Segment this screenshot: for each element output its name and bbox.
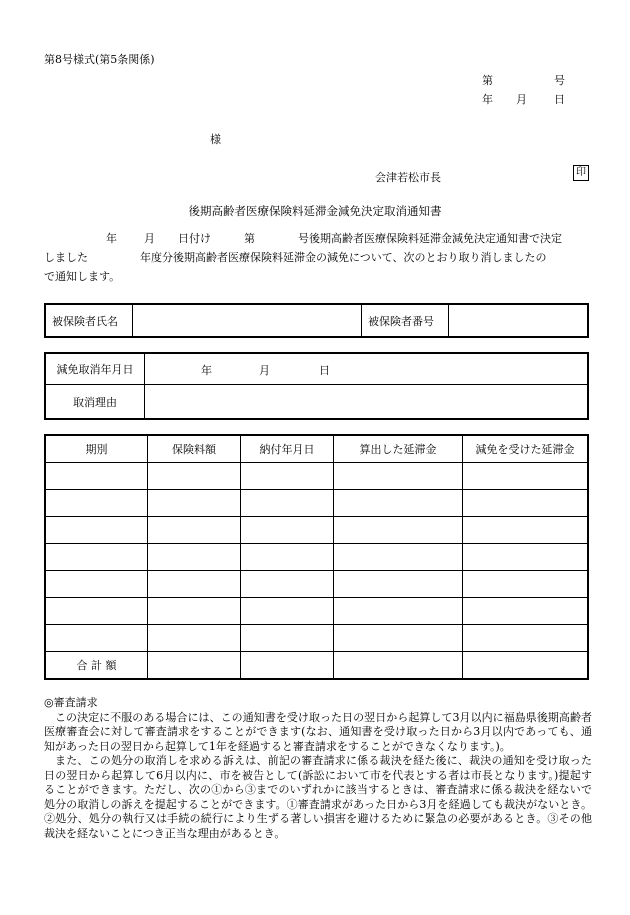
body-line1-rest: 号後期高齢者医療保険料延滞金減免決定通知書で決定 (298, 232, 562, 245)
appeal-section (44, 696, 592, 841)
cancel-reason-field[interactable] (145, 385, 589, 420)
appeal-paragraph-2: また、この処分の取消しを求める訴えは、前記の審査請求に係る裁決を経た後に、裁決の通知を受け取った日の翌日から起算して6月以内に、市を被告として(訴訟において市を代表とする者は市長となります。)提起することができます。ただし、次の①から③までのいずれかに該当するときは、審査請求に係る裁決を経ないで処分の取消しの訴えを提起することができます。①審査請求があった日から3月を経過しても裁決がないとき。②処分、処分の執行又は手続の続行により生ずる著しい損害を避けるために緊急の必要があるとき。③その他裁決を経ないことにつき正当な理由があるとき。 (44, 754, 592, 840)
total-label: 合 計 額 (45, 652, 148, 680)
table-row (45, 571, 588, 598)
doc-number-prefix: 第 (482, 74, 493, 87)
table-row (45, 625, 588, 652)
date-month: 月 (516, 93, 527, 106)
body-month: 月 (144, 232, 155, 245)
doc-number-suffix: 号 (554, 74, 565, 87)
body-number-prefix: 第 (244, 232, 255, 245)
date-year: 年 (482, 93, 493, 106)
cancellation-table (44, 352, 589, 420)
detail-header-row (45, 435, 588, 463)
body-line2-start: しました (44, 251, 88, 264)
form-number: 第8号様式(第5条関係) (44, 53, 155, 66)
body-date-suffix: 日付け (178, 232, 211, 245)
col-header-premium: 保険料額 (148, 435, 241, 463)
cancel-date-label: 減免取消年月日 (45, 353, 145, 385)
detail-table (44, 434, 589, 680)
insured-number-label: 被保険者番号 (362, 304, 449, 337)
col-header-period: 期別 (45, 435, 148, 463)
insured-name-label: 被保険者氏名 (45, 304, 133, 337)
appeal-paragraph-1: この決定に不服のある場合には、この通知書を受け取った日の翌日から起算して3月以内に福島県後期高齢者医療審査会に対して審査請求をすることができます(なお、通知書を受け取った日から3月以内であっても、通知があった日の翌日から起算して1年を経過すると審査請求をすることができなくなります。)。 (44, 710, 592, 753)
document-title: 後期高齢者医療保険料延滞金減免決定取消通知書 (188, 204, 442, 218)
col-header-computed-late-fee: 算出した延滞金 (334, 435, 463, 463)
insured-number-field[interactable] (449, 304, 589, 337)
col-header-exempted-late-fee: 減免を受けた延滞金 (463, 435, 589, 463)
seal-mark: 印 (573, 165, 589, 181)
body-paragraph (44, 229, 589, 286)
table-row (45, 490, 588, 517)
addressee-suffix: 様 (210, 133, 221, 146)
cancel-reason-label: 取消理由 (45, 385, 145, 420)
table-row (45, 517, 588, 544)
cancel-date-field[interactable] (145, 353, 589, 385)
insured-table (44, 303, 589, 338)
table-row (45, 598, 588, 625)
appeal-heading: ◎審査請求 (44, 696, 98, 709)
body-line2-rest: 年度分後期高齢者医療保険料延滞金の減免について、次のとおり取り消しましたの (140, 251, 547, 264)
body-line3: で通知します。 (44, 270, 121, 283)
cancel-date-month: 月 (259, 364, 270, 377)
cancel-date-day: 日 (319, 364, 330, 377)
total-row (45, 652, 588, 680)
insured-name-field[interactable] (133, 304, 362, 337)
issuer-name: 会津若松市長 (375, 171, 441, 184)
table-row (45, 544, 588, 571)
col-header-payment-date: 納付年月日 (241, 435, 334, 463)
body-year: 年 (106, 232, 117, 245)
table-row (45, 463, 588, 490)
date-day: 日 (554, 93, 565, 106)
cancel-date-year: 年 (201, 364, 212, 377)
